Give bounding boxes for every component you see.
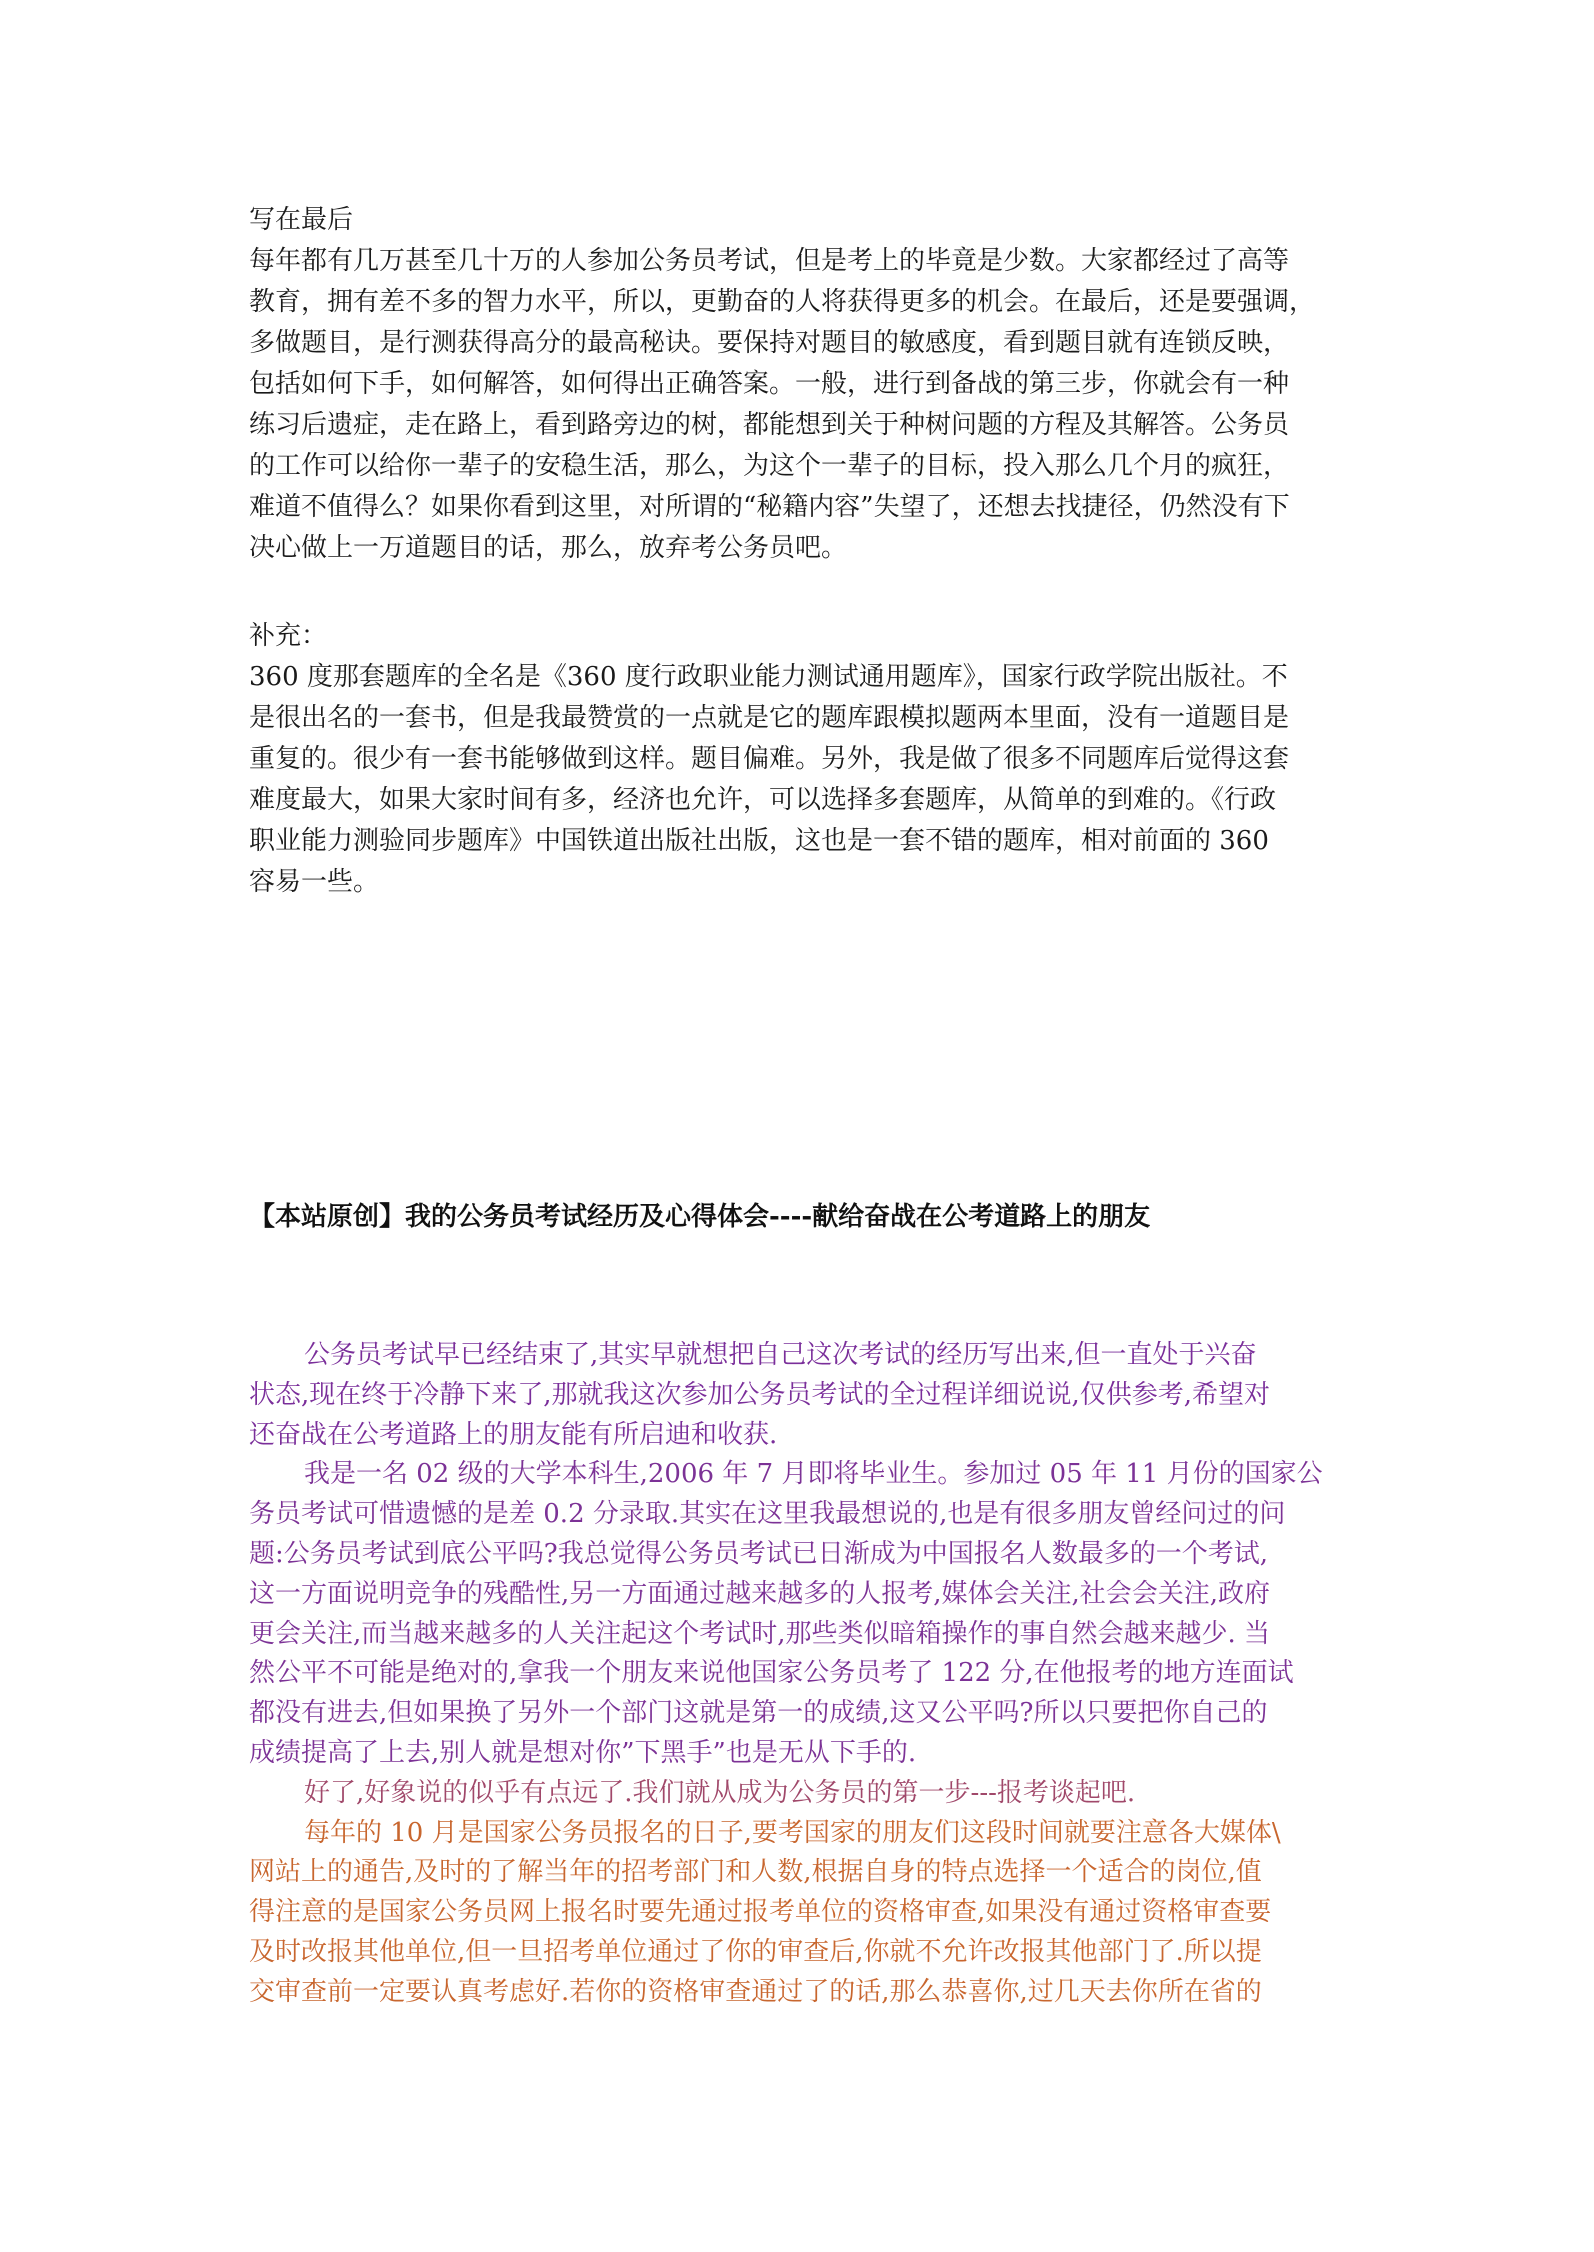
section-supplement [249, 616, 1359, 903]
section-closing [249, 200, 1359, 569]
section-heading: 补充： [249, 621, 328, 651]
article-line: 状态,现在终于冷静下来了,那就我这次参加公务员考试的全过程详细说说,仅供参考,希望对 [249, 1379, 1271, 1410]
article-body [249, 1336, 1359, 2013]
article-line: 都没有进去,但如果换了另外一个部门这就是第一的成绩,这又公平吗?所以只要把你自己的 [249, 1698, 1268, 1729]
paragraph-line: 练习后遗症，走在路上，看到路旁边的树，都能想到关于种树问题的方程及其解答。公务员 [249, 410, 1290, 440]
article-line: 更会关注,而当越来越多的人关注起这个考试时,那些类似暗箱操作的事自然会越来越少. 当 [249, 1618, 1271, 1649]
article-line: 题:公务员考试到底公平吗?我总觉得公务员考试已日渐成为中国报名人数最多的一个考试, [249, 1538, 1268, 1569]
paragraph-line: 包括如何下手，如何解答，如何得出正确答案。一般，进行到备战的第三步，你就会有一种 [249, 369, 1290, 399]
paragraph-line: 是很出名的一套书，但是我最赞赏的一点就是它的题库跟模拟题两本里面，没有一道题目是 [249, 703, 1290, 733]
article-line: 得注意的是国家公务员网上报名时要先通过报考单位的资格审查,如果没有通过资格审查要 [249, 1897, 1272, 1928]
article-line: 交审查前一定要认真考虑好.若你的资格审查通过了的话,那么恭喜你,过几天去你所在省的 [249, 1976, 1262, 2007]
article-title: 【本站原创】我的公务员考试经历及心得体会----献给奋战在公考道路上的朋友 [249, 1202, 1151, 1232]
paragraph-line: 多做题目，是行测获得高分的最高秘诀。要保持对题目的敏感度，看到题目就有连锁反映， [249, 328, 1290, 358]
paragraph-line: 360 度那套题库的全名是《360 度行政职业能力测试通用题库》，国家行政学院出版社。不 [249, 662, 1288, 692]
article-line: 好了,好象说的似乎有点远了.我们就从成为公务员的第一步---报考谈起吧. [304, 1777, 1136, 1808]
paragraph-line: 难道不值得么？如果你看到这里，对所谓的“秘籍内容”失望了，还想去找捷径，仍然没有下 [249, 492, 1290, 522]
article-line: 公务员考试早已经结束了,其实早就想把自己这次考试的经历写出来,但一直处于兴奋 [304, 1340, 1257, 1370]
article-line: 然公平不可能是绝对的,拿我一个朋友来说他国家公务员考了 122 分,在他报考的地方连面试 [249, 1658, 1294, 1689]
paragraph-line: 决心做上一万道题目的话，那么，放弃考公务员吧。 [249, 533, 848, 563]
article-line: 网站上的通告,及时的了解当年的招考部门和人数,根据自身的特点选择一个适合的岗位,值 [249, 1857, 1262, 1888]
paragraph-line: 每年都有几万甚至几十万的人参加公务员考试，但是考上的毕竟是少数。大家都经过了高等 [249, 246, 1290, 276]
article-line: 务员考试可惜遗憾的是差 0.2 分录取.其实在这里我最想说的,也是有很多朋友曾经问过的问 [249, 1499, 1286, 1530]
paragraph-line: 难度最大，如果大家时间有多，经济也允许，可以选择多套题库，从简单的到难的。《行政 [249, 785, 1277, 815]
paragraph-line: 容易一些。 [249, 867, 380, 897]
paragraph-line: 教育，拥有差不多的智力水平，所以，更勤奋的人将获得更多的机会。在最后，还是要强调， [249, 287, 1316, 317]
article-line: 还奋战在公考道路上的朋友能有所启迪和收获. [249, 1419, 778, 1450]
article-line: 我是一名 02 级的大学本科生,2006 年 7 月即将毕业生。参加过 05 年 11 月份的国家公 [304, 1459, 1323, 1490]
paragraph-line: 职业能力测验同步题库》中国铁道出版社出版，这也是一套不错的题库，相对前面的 360 [249, 826, 1269, 856]
article-line: 这一方面说明竞争的残酷性,另一方面通过越来越多的人报考,媒体会关注,社会会关注,政府 [249, 1578, 1271, 1609]
paragraph-line: 的工作可以给你一辈子的安稳生活，那么，为这个一辈子的目标，投入那么几个月的疯狂， [249, 451, 1290, 481]
article-line: 及时改报其他单位,但一旦招考单位通过了你的审查后,你就不允许改报其他部门了.所以提 [249, 1936, 1262, 1967]
article-line: 每年的 10 月是国家公务员报名的日子,要考国家的朋友们这段时间就要注意各大媒体\ [304, 1817, 1281, 1848]
paragraph-line: 重复的。很少有一套书能够做到这样。题目偏难。另外，我是做了很多不同题库后觉得这套 [249, 744, 1290, 774]
section-heading: 写在最后 [249, 205, 354, 235]
article-line: 成绩提高了上去,别人就是想对你”下黑手”也是无从下手的. [249, 1737, 917, 1768]
